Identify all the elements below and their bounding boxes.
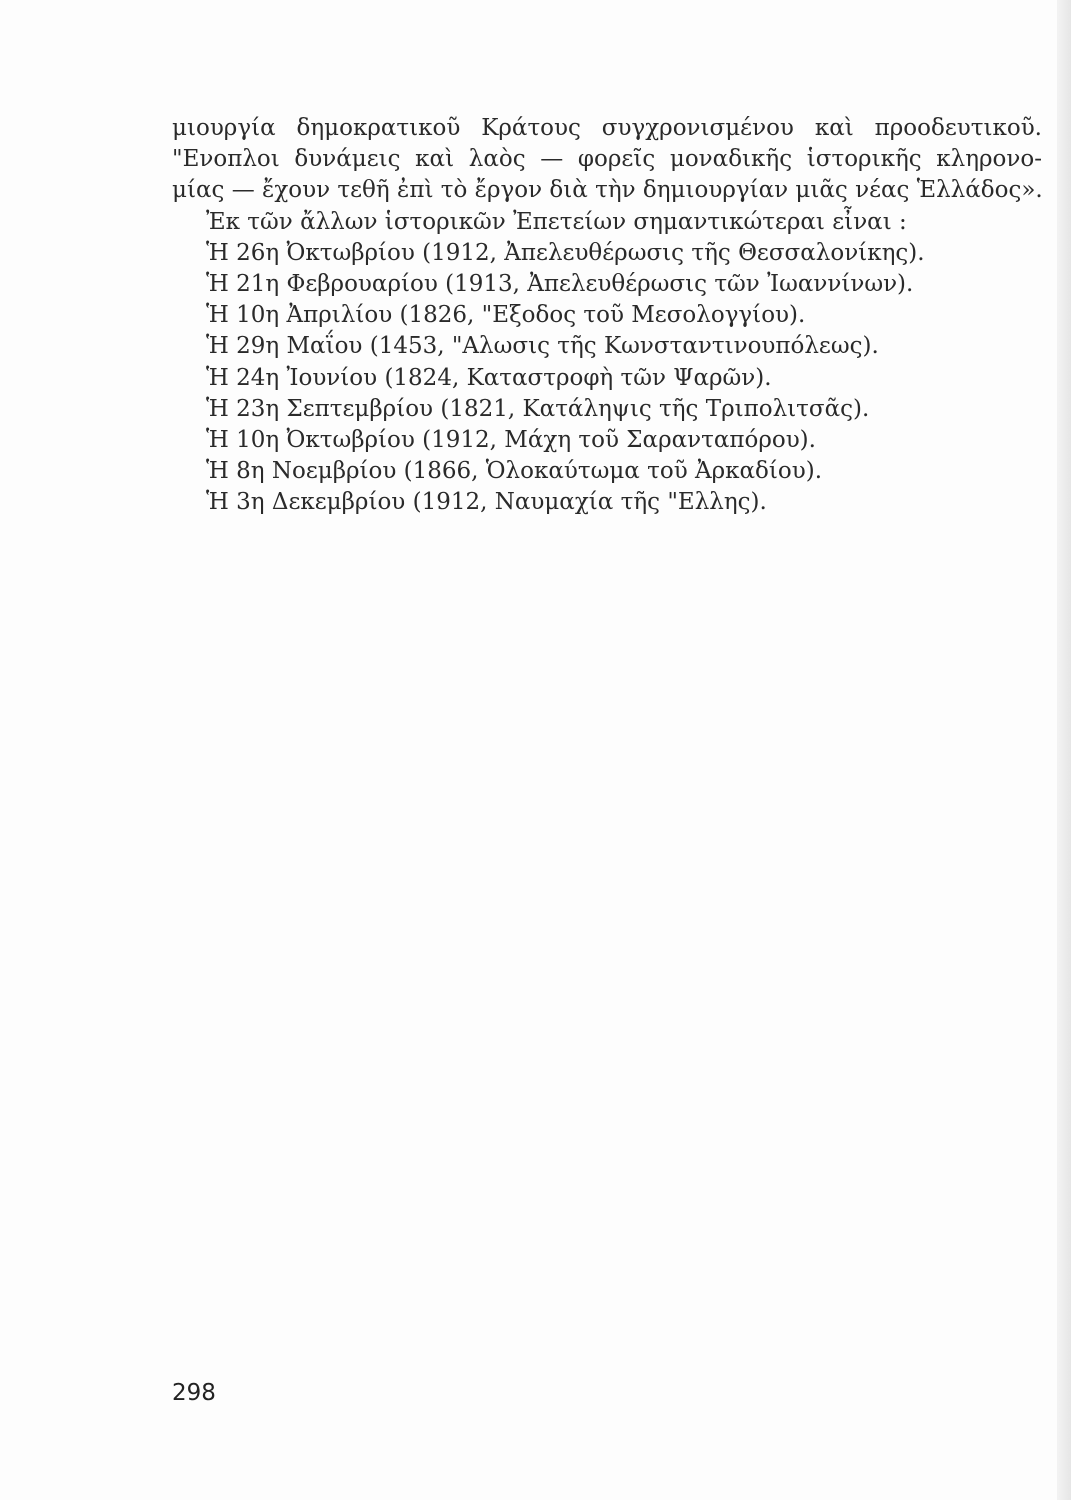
anniversary-item: Ἡ 3η Δεκεμβρίου (1912, Ναυμαχία τῆς "Ελλης).	[206, 489, 767, 516]
anniversary-item: Ἡ 10η Ἀπριλίου (1826, "Εξοδος τοῦ Μεσολογγίου).	[206, 302, 806, 329]
anniversary-item: Ἡ 26η Ὀκτωβρίου (1912, Ἀπελευθέρωσις τῆς Θεσσαλονίκης).	[206, 239, 925, 266]
paragraph-line: μιουργία δημοκρατικοῦ Κράτους συγχρονισμένου καὶ προοδευτικοῦ.	[172, 115, 1042, 141]
body-text	[172, 113, 1042, 519]
anniversary-item: Ἡ 21η Φεβρουαρίου (1913, Ἀπελευθέρωσις τῶν Ἰωαννίνων).	[206, 271, 914, 298]
anniversary-item: Ἡ 24η Ἰουνίου (1824, Καταστροφὴ τῶν Ψαρῶν).	[206, 364, 772, 391]
anniversary-item: Ἡ 8η Νοεμβρίου (1866, Ὁλοκαύτωμα τοῦ Ἀρκαδίου).	[206, 458, 823, 485]
intro-line: Ἐκ τῶν ἄλλων ἱστορικῶν Ἐπετείων σημαντικώτεραι εἶναι :	[206, 208, 907, 235]
paragraph-line: μίας — ἔχουν τεθῆ ἐπὶ τὸ ἔργον διὰ τὴν δημιουργίαν μιᾶς νέας Ἑλλάδος».	[172, 177, 1043, 204]
anniversary-item: Ἡ 10η Ὀκτωβρίου (1912, Μάχη τοῦ Σαρανταπόρου).	[206, 427, 816, 454]
page-number: 298	[172, 1380, 216, 1406]
anniversary-item: Ἡ 23η Σεπτεμβρίου (1821, Κατάληψις τῆς Τριπολιτσᾶς).	[206, 395, 870, 422]
page-edge-shadow	[1057, 0, 1071, 1500]
paragraph-line: "Ενοπλοι δυνάμεις καὶ λαὸς — φορεῖς μοναδικῆς ἱστορικῆς κληρονο-	[172, 146, 1042, 173]
anniversary-item: Ἡ 29η Μαΐου (1453, "Αλωσις τῆς Κωνσταντινουπόλεως).	[206, 333, 879, 360]
